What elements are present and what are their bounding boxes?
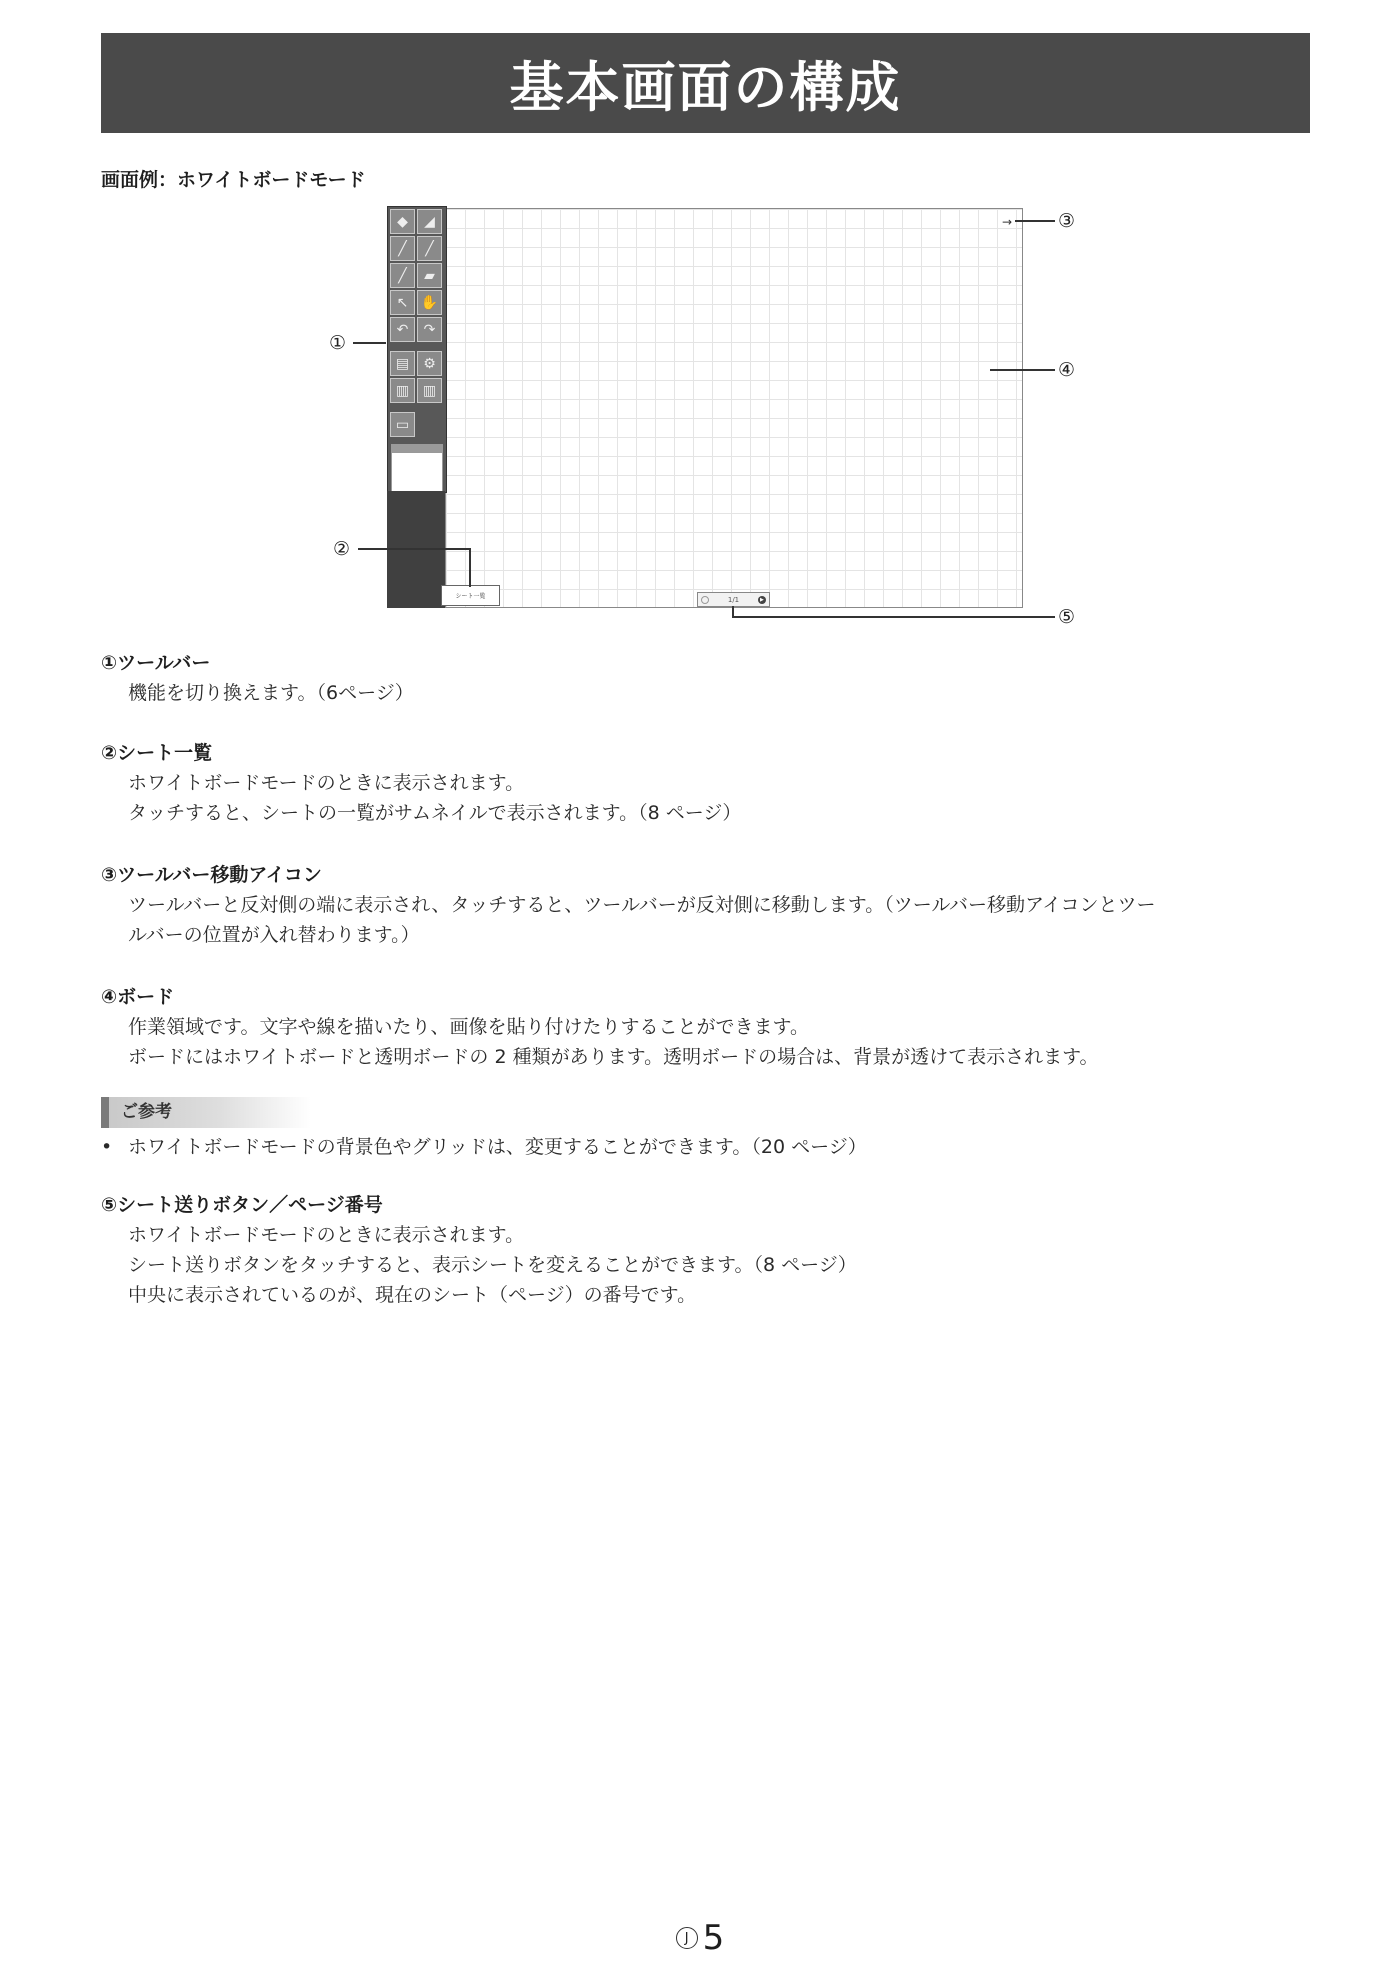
section-heading: ②シート一覧 (101, 742, 213, 764)
pen-icon: ╱ (390, 263, 415, 288)
section-heading: ⑤シート送りボタン／ページ番号 (101, 1194, 383, 1216)
section-text: タッチすると、シートの一覧がサムネイルで表示されます。（8 ページ） (128, 802, 742, 824)
language-badge: J (676, 1927, 698, 1949)
page-number-footer: 5 (702, 1918, 725, 1958)
next-sheet-icon: ▶ (758, 596, 766, 604)
sheet-thumbnail (391, 452, 443, 492)
callout-5: ⑤ (1058, 606, 1076, 628)
sheet-pager (697, 592, 770, 607)
section-text: 作業領域です。文字や線を描いたり、画像を貼り付けたりすることができます。 (128, 1016, 809, 1038)
section-board (101, 982, 1321, 1072)
callout-3: ③ (1058, 210, 1076, 232)
section-text: ホワイトボードモードのときに表示されます。 (128, 772, 525, 794)
board (445, 208, 1023, 608)
section-text: ホワイトボードモードのときに表示されます。 (128, 1224, 525, 1246)
reference-text: ホワイトボードモードの背景色やグリッドは、変更することができます。（20 ページ） (128, 1136, 867, 1158)
figure-caption: 画面例：ホワイトボードモード (101, 169, 366, 191)
reference-label: ご参考 (101, 1097, 311, 1128)
eraser-icon: ▰ (417, 263, 442, 288)
section-text: ツールバーと反対側の端に表示され、タッチすると、ツールバーが反対側に移動します。（ツールバー移動アイコンとツー (128, 894, 1156, 916)
toolbar (387, 206, 447, 493)
page-title: 基本画面の構成 (509, 55, 902, 119)
callout-2: ② (333, 538, 351, 560)
bullet: • (101, 1136, 113, 1158)
sheet-list-button: シート一覧 (441, 585, 500, 606)
leader-line-2a (358, 548, 471, 550)
pointer-icon: ↖ (390, 290, 415, 315)
display-icon: ▭ (390, 412, 415, 437)
section-toolbar-move-icon (101, 860, 1321, 950)
section-text: 中央に表示されているのが、現在のシート（ページ）の番号です。 (128, 1284, 697, 1306)
section-text: ルバーの位置が入れ替わります。） (128, 924, 420, 946)
thumbnail-strip (391, 444, 443, 452)
page-footer (0, 1920, 1400, 1956)
screen-example-figure (0, 0, 1400, 650)
pen-icon: ╱ (390, 236, 415, 261)
section-heading: ①ツールバー (101, 652, 211, 674)
clipboard-icon: ▤ (390, 351, 415, 376)
leader-line-5b (732, 616, 1055, 618)
leader-line-3 (1015, 220, 1055, 222)
print-icon: ▥ (417, 378, 442, 403)
callout-4: ④ (1058, 359, 1076, 381)
prev-sheet-icon (701, 596, 709, 604)
redo-icon: ↷ (417, 317, 442, 342)
section-text: シート送りボタンをタッチすると、表示シートを変えることができます。（8 ページ） (128, 1254, 857, 1276)
gear-icon: ⚙ (417, 351, 442, 376)
section-heading: ③ツールバー移動アイコン (101, 864, 322, 886)
hand-icon: ✋ (417, 290, 442, 315)
print-icon: ▥ (390, 378, 415, 403)
callout-1: ① (329, 332, 347, 354)
toolbar-button-1: ◆ (390, 209, 415, 234)
section-sheet-list (101, 738, 1321, 828)
toolbar-move-icon: → (1001, 215, 1013, 229)
pen-icon: ╱ (417, 236, 442, 261)
leader-line-4 (990, 369, 1055, 371)
leader-line-2b (469, 548, 471, 587)
section-heading: ④ボード (101, 986, 175, 1008)
section-text: 機能を切り換えます。（6ページ） (128, 682, 414, 704)
leader-line-1 (353, 342, 386, 344)
page-number: 1/1 (727, 595, 740, 604)
undo-icon: ↶ (390, 317, 415, 342)
section-sheet-pager (101, 1190, 1321, 1310)
section-toolbar (101, 648, 1321, 708)
reference-item (101, 1132, 1321, 1162)
section-text: ボードにはホワイトボードと透明ボードの 2 種類があります。透明ボードの場合は、背景が透けて表示されます。 (128, 1046, 1099, 1068)
toolbar-button-2: ◢ (417, 209, 442, 234)
